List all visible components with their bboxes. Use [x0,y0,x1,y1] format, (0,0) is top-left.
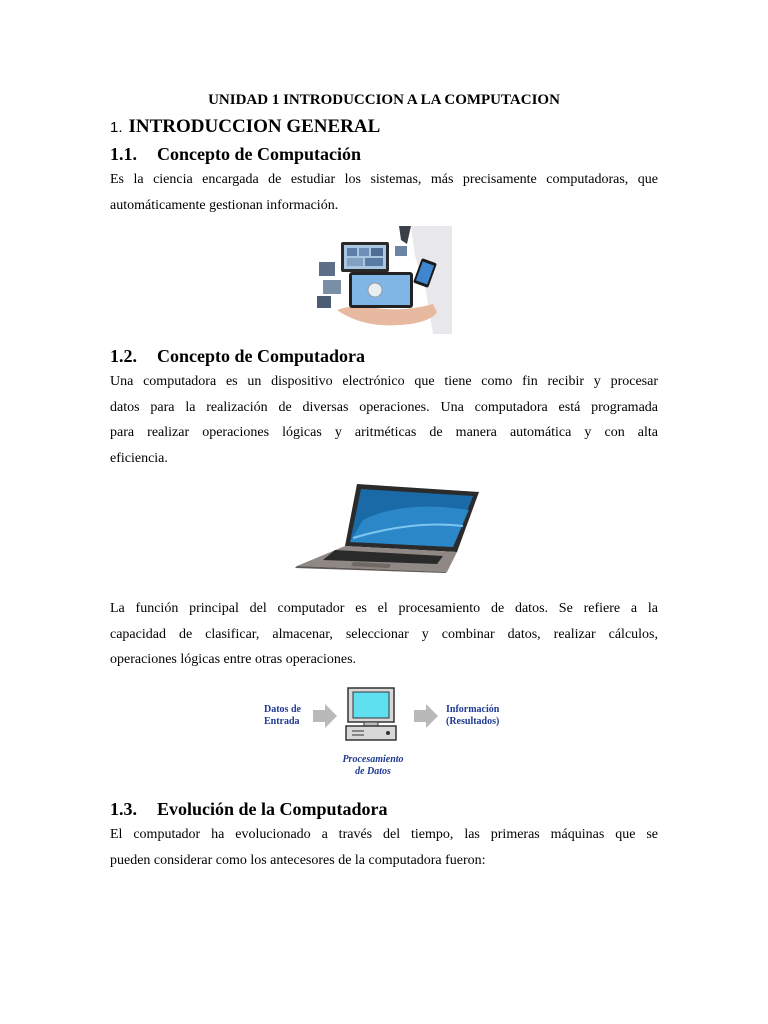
paragraph-funcion-principal [110,596,658,673]
text-line: El computador ha evolucionado a través del tiempo, las primeras máquinas que se [110,827,658,842]
section-number: 1. [110,119,123,136]
process-label-line: Procesamiento [342,754,404,765]
subsection-number: 1.2. [110,346,137,366]
input-label [264,704,301,728]
devices-in-hand-illustration [315,226,452,334]
text-line: eficiencia. [110,450,168,466]
input-arrow-icon [313,704,337,728]
text-line: para realizar operaciones lógicas y aritméticas de manera automática y con alta [110,425,658,440]
laptop-illustration [293,480,481,573]
subsection-number: 1.3. [110,799,137,819]
text-line: capacidad de clasificar, almacenar, seleccionar y combinar datos, realizar cálculos, [110,626,658,642]
output-label-line: Información [446,704,500,715]
subsection-heading-1-2 [110,346,365,367]
processing-diagram [260,684,510,784]
output-label-line: (Resultados) [446,716,500,727]
paragraph-computacion [110,167,658,218]
output-label [446,704,499,728]
subsection-title: Evolución de la Computadora [157,799,388,819]
text-line: operaciones lógicas entre otras operaciones. [110,652,357,667]
subsection-heading-1-1 [110,144,361,165]
text-line: Es la ciencia encargada de estudiar los sistemas, más precisamente computadoras, que [110,172,658,187]
section-title: INTRODUCCION GENERAL [128,116,381,137]
paragraph-computadora [110,369,658,471]
text-line: Una computadora es un dispositivo electrónico que tiene como fin recibir y procesar [110,374,658,389]
laptop-image [293,480,481,573]
text-line: pueden considerar como los antecesores de la computadora fueron: [110,852,486,868]
paragraph-evolucion [110,822,658,873]
text-line: La función principal del computador es el procesamiento de datos. Se refiere a la [110,601,658,616]
process-label [340,754,406,778]
section-heading-1 [110,116,380,138]
subsection-heading-1-3 [110,799,388,820]
input-label-line: Entrada [264,716,300,727]
subsection-number: 1.1. [110,144,137,164]
output-arrow-icon [414,704,438,728]
process-label-line: de Datos [355,766,391,777]
devices-in-hand-image [315,226,452,334]
text-line: automáticamente gestionan información. [110,197,339,213]
document-title: UNIDAD 1 INTRODUCCION A LA COMPUTACION [208,92,560,108]
input-label-line: Datos de [264,704,301,715]
subsection-title: Concepto de Computadora [157,346,366,366]
text-line: datos para la realización de diversas operaciones. Una computadora está programada [110,399,658,415]
subsection-title: Concepto de Computación [157,144,362,164]
